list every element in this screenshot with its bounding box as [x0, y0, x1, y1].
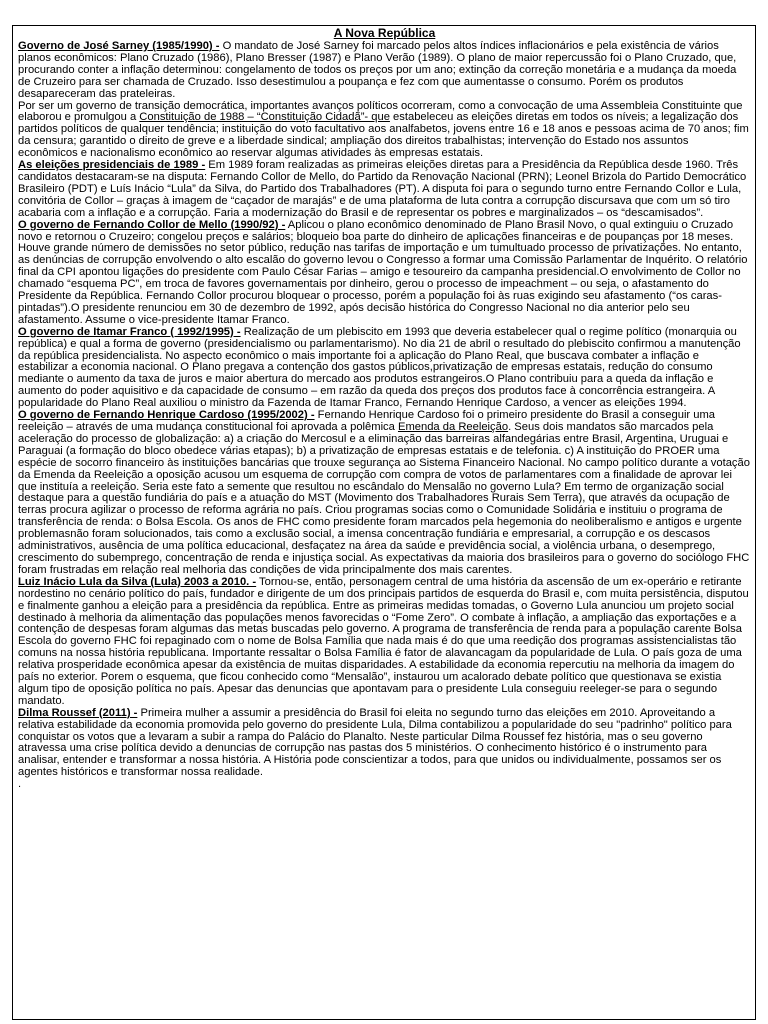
section-heading: Dilma Roussef (2011) - — [18, 706, 138, 719]
section-sarney — [18, 41, 751, 101]
section-eleicoes-1989 — [18, 160, 751, 220]
section-heading: Luiz Inácio Lula da Silva (Lula) 2003 a 2010. - — [18, 575, 257, 588]
section-text: O mandato de José Sarney foi marcado pelos altos índices inflacionários e pela existência de vários planos econômicos: Plano Cruzado (1986), Plano Bresser (1987) e Plano Verão (1989). O plano de maior repercussão foi o Plano Cruzado, que, procurando conter a inflação determinou: congelamento de todos os preços por um ano; extinção da correção monetária e a mudança da moeda de Cruzeiro para ser chamada de Cruzado. Isso desestimulou a poupança e fez com que aumentasse o consumo. Porém os produtos desapareceram das prateleiras. — [18, 40, 737, 100]
section-transicao — [18, 101, 751, 161]
section-text: Tornou-se, então, personagem central de uma história da ascensão de um ex-operário e retirante nordestino no cenário político do país, fundador e dirigente de um dos principais partidos de esquerda do Brasil e, com muita persistência, disputou e finalmente ganhou a eleição para a presidência da república. Entre as primeiras medidas tomadas, o Governo Lula anunciou um projeto social destinado à melhoria da alimentação das populações menos favorecidas o “Fome Zero”. O combate à inflação, a ampliação das exportações e a contenção de despesas foram algumas das metas buscadas pelo governo. A programa de transferência de renda para a população carente Bolsa Escola do governo FHC foi repaginado com o nome de Bolsa Família que nada mais é do que uma reedição dos programas assistencialistas tão comuns na nossa história republicana. Importante ressaltar o Bolsa Família é fator de alavancagam da popularidade de Lula. O país goza de uma relativa prosperidade econômica apesar da existência de muitas disparidades. A estabilidade da economia repercutiu na melhoria da imagem do país no exterior. Porem o esquema, que ficou conhecido como “Mensalão”, instaurou um acalorado debate político que questionava se existia algum tipo de oposição política no país. Apesar das denuncias que apontavam para o presidente Lula conseguiu reeleger-se para o segundo mandato. — [18, 575, 749, 707]
section-text: estabeleceu as eleições diretas em todos os níveis; a legalização dos partidos políticos de qualquer tendência; instituição do voto facultativo aos analfabetos, jovens entre 16 e 18 anos e pessoas acima de 70 anos; fim da censura; garantido o direito de greve e a liberdade sindical; ampliação dos direitos trabalhistas; intervenção do Estado nos assuntos econômicos e nacionalismo econômico ao reservar algumas atividades às empresas estatais. — [18, 111, 749, 160]
emenda-highlight: Emenda da Reeleição — [397, 421, 509, 433]
section-text: Aplicou o plano econômico denominado de Plano Brasil Novo, o qual extinguiu o Cruzado novo e retornou o Cruzeiro; congelou preços e salários; bloqueio boa parte do dinheiro de aplicações financeiras e de poupanças por 18 meses. Houve grande número de demissões no setor público, redução nas tarifas de importação e um tumultuado processo de privatizações. No entanto, as denúncias de corrupção envolvendo o alto escalão do governo levou o Congresso a formar uma Comissão Parlamentar de Inquérito. O relatório final da CPI apontou ligações do presidente com Paulo César Farias – amigo e tesoureiro da campanha presidencial.O envolvimento de Collor no chamado “esquema PC”, em troca de favores governamentais por dinheiro, gerou o processo de impeachment – ou seja, o afastamento do Presidente da República. Fernando Collor procurou bloquear o processo, porém a população foi às ruas exigindo seu afastamento (“os caras-pintadas”).O presidente renunciou em 30 de dezembro de 1992, após decisão histórica do Congresso Nacional no dia anterior pelo seu afastamento. Assume o vice-presidente Itamar Franco. — [18, 218, 748, 326]
section-heading: Governo de José Sarney (1985/1990) - — [18, 40, 220, 52]
trailing-mark: . — [18, 778, 22, 791]
section-text: Primeira mulher a assumir a presidência do Brasil foi eleita no segundo turno das eleições em 2010. Aproveitando a relativa estabilidade da economia promovida pelo governo do presidente Lula, Dilma contabilizou a popularidade do seu "padrinho" político para conquistar os votos que a levaram a subir a rampa do Palácio do Planalto. Neste particular Dilma Roussef fez história, mas o seu governo atravessa uma crise política devido a denuncias de corrupção nas pastas dos 5 ministérios. O conhecimento histórico é o instrumento para analisar, entender e transformar a nossa história. A História pode conscientizar a todos, para que unidos ou individualmente, possamos ser os agentes históricos e transformar nossa realidade. — [18, 706, 732, 779]
section-text: . Seus dois mandatos são marcados pela aceleração do processo de globalização: a) a criação do Mercosul e a eliminação das barreiras alfandegárias entre Brasil, Argentina, Uruguai e Paraguai (a formação do bloco obedece várias etapas); b) a privatização de empresas estatais e de telefonia. c) A instituição do PROER uma espécie de socorro financeiro às instituições bancárias que trouxe segurança ao Sistema Financeiro Nacional. No campo político durante a votação da Emenda da Reeleição a oposição acusou um esquema de corrupção com compra de votos de parlamentares com a finalidade de aprovar lei que instituía a reeleição. Seria este fato a semente que resultou no escândalo do Mensalão no governo Lula? Em termo de organização social destaque para a questão fundiária do país e a atuação do MST (Movimento dos Trabalhadores Rurais Sem Terra), que através da ocupação de terras procura agilizar o processo de reforma agrária no país. Criou programas socias como o Comunidade Solidária e instituiu o programa de transferência de renda: o Bolsa Escola. Os anos de FHC como presidente foram marcados pela hegemonia do neoliberalismo e antigos e urgente problemasnão foram solucionados, tais como a exclusão social, a imensa concentração fundiária e empresarial, a corrupção e os descasos administrativos, ausência de uma política educacional, desfaçatez na área da saúde e previdência social, a violência urbana, o desemprego, crescimento do subemprego, concentração de renda e injustiça social. As expectativas da maioria dos brasileiros para o governo do sociólogo FHC foram frustradas em relação real melhoria das condições de vida principalmente dos mais carentes. — [18, 421, 750, 576]
constituicao-highlight: Constituição de 1988 – “Constituição Cidadã”- que — [139, 111, 390, 124]
section-collor — [18, 220, 751, 327]
section-heading: O governo de Fernando Collor de Mello (1990/92) - — [18, 218, 286, 231]
section-lula — [18, 577, 751, 708]
document-page — [12, 25, 756, 1020]
section-heading: O governo de Fernando Henrique Cardoso (1995/2002) - — [18, 409, 315, 422]
section-text: Realização de um plebiscito em 1993 que deveria estabelecer qual o regime político (monarquia ou república) e qual a forma de governo (presidencialismo ou parlamentarismo). No dia 21 de abril o resultado do plebiscito confirmou a manutenção da república presidencialista. No aspecto econômico o mais importante foi a aplicação do Plano Real, que buscava combater a inflação e estabilizar a economia nacional. O Plano pregava a contenção dos gastos públicos,privatização de empresas estatais, redução do consumo mediante o aumento da taxa de juros e maior abertura do mercado aos produtos estrangeiros.O Plano contribuiu para a queda da inflação e aumento do poder aquisitivo e da capacidade de consumo – em razão da queda dos preços dos produtos face à concorrência estrangeira. A popularidade do Plano Real auxiliou o ministro da Fazenda de Itamar Franco, Fernando Henrique Cardoso, a vencer as eleições 1994. — [18, 325, 741, 410]
section-heading: As eleições presidenciais de 1989 - — [18, 159, 206, 172]
section-fhc — [18, 410, 751, 577]
section-itamar — [18, 327, 751, 410]
section-dilma — [18, 708, 751, 779]
section-text: Por ser um governo de transição democrática, importantes avanços políticos ocorreram, como a convocação de uma Assembleia Constituinte que elaborou e promulgou a — [18, 99, 743, 124]
document-title: A Nova República — [333, 26, 436, 40]
section-text: Fernando Henrique Cardoso foi o primeiro presidente do Brasil a conseguir uma reeleição – através de uma mudança constitucional foi aprovada a polêmica — [18, 409, 716, 433]
section-heading: O governo de Itamar Franco ( 1992/1995) - — [18, 325, 241, 338]
section-text: Em 1989 foram realizadas as primeiras eleições diretas para a Presidência da República desde 1960. Três candidatos destacaram-se na disputa: Fernando Collor de Mello, do Partido da Renovação Nacional (PRN); Leonel Brizola do Partido Democrático Brasileiro (PDT) e Luís Inácio “Lula” da Silva, do Partido dos Trabalhadores (PT). A disputa foi para o segundo turno entre Fernando Collor e Lula, convitória de Collor – graças à imagem de “caçador de marajás” e de uma plataforma de luta contra a corrupção discursava que com um só tiro acabaria com a inflação e a corrupção. Faria a modernização do Brasil e de representar os pobres e marginalizados – os “descamisados”. — [18, 159, 747, 219]
